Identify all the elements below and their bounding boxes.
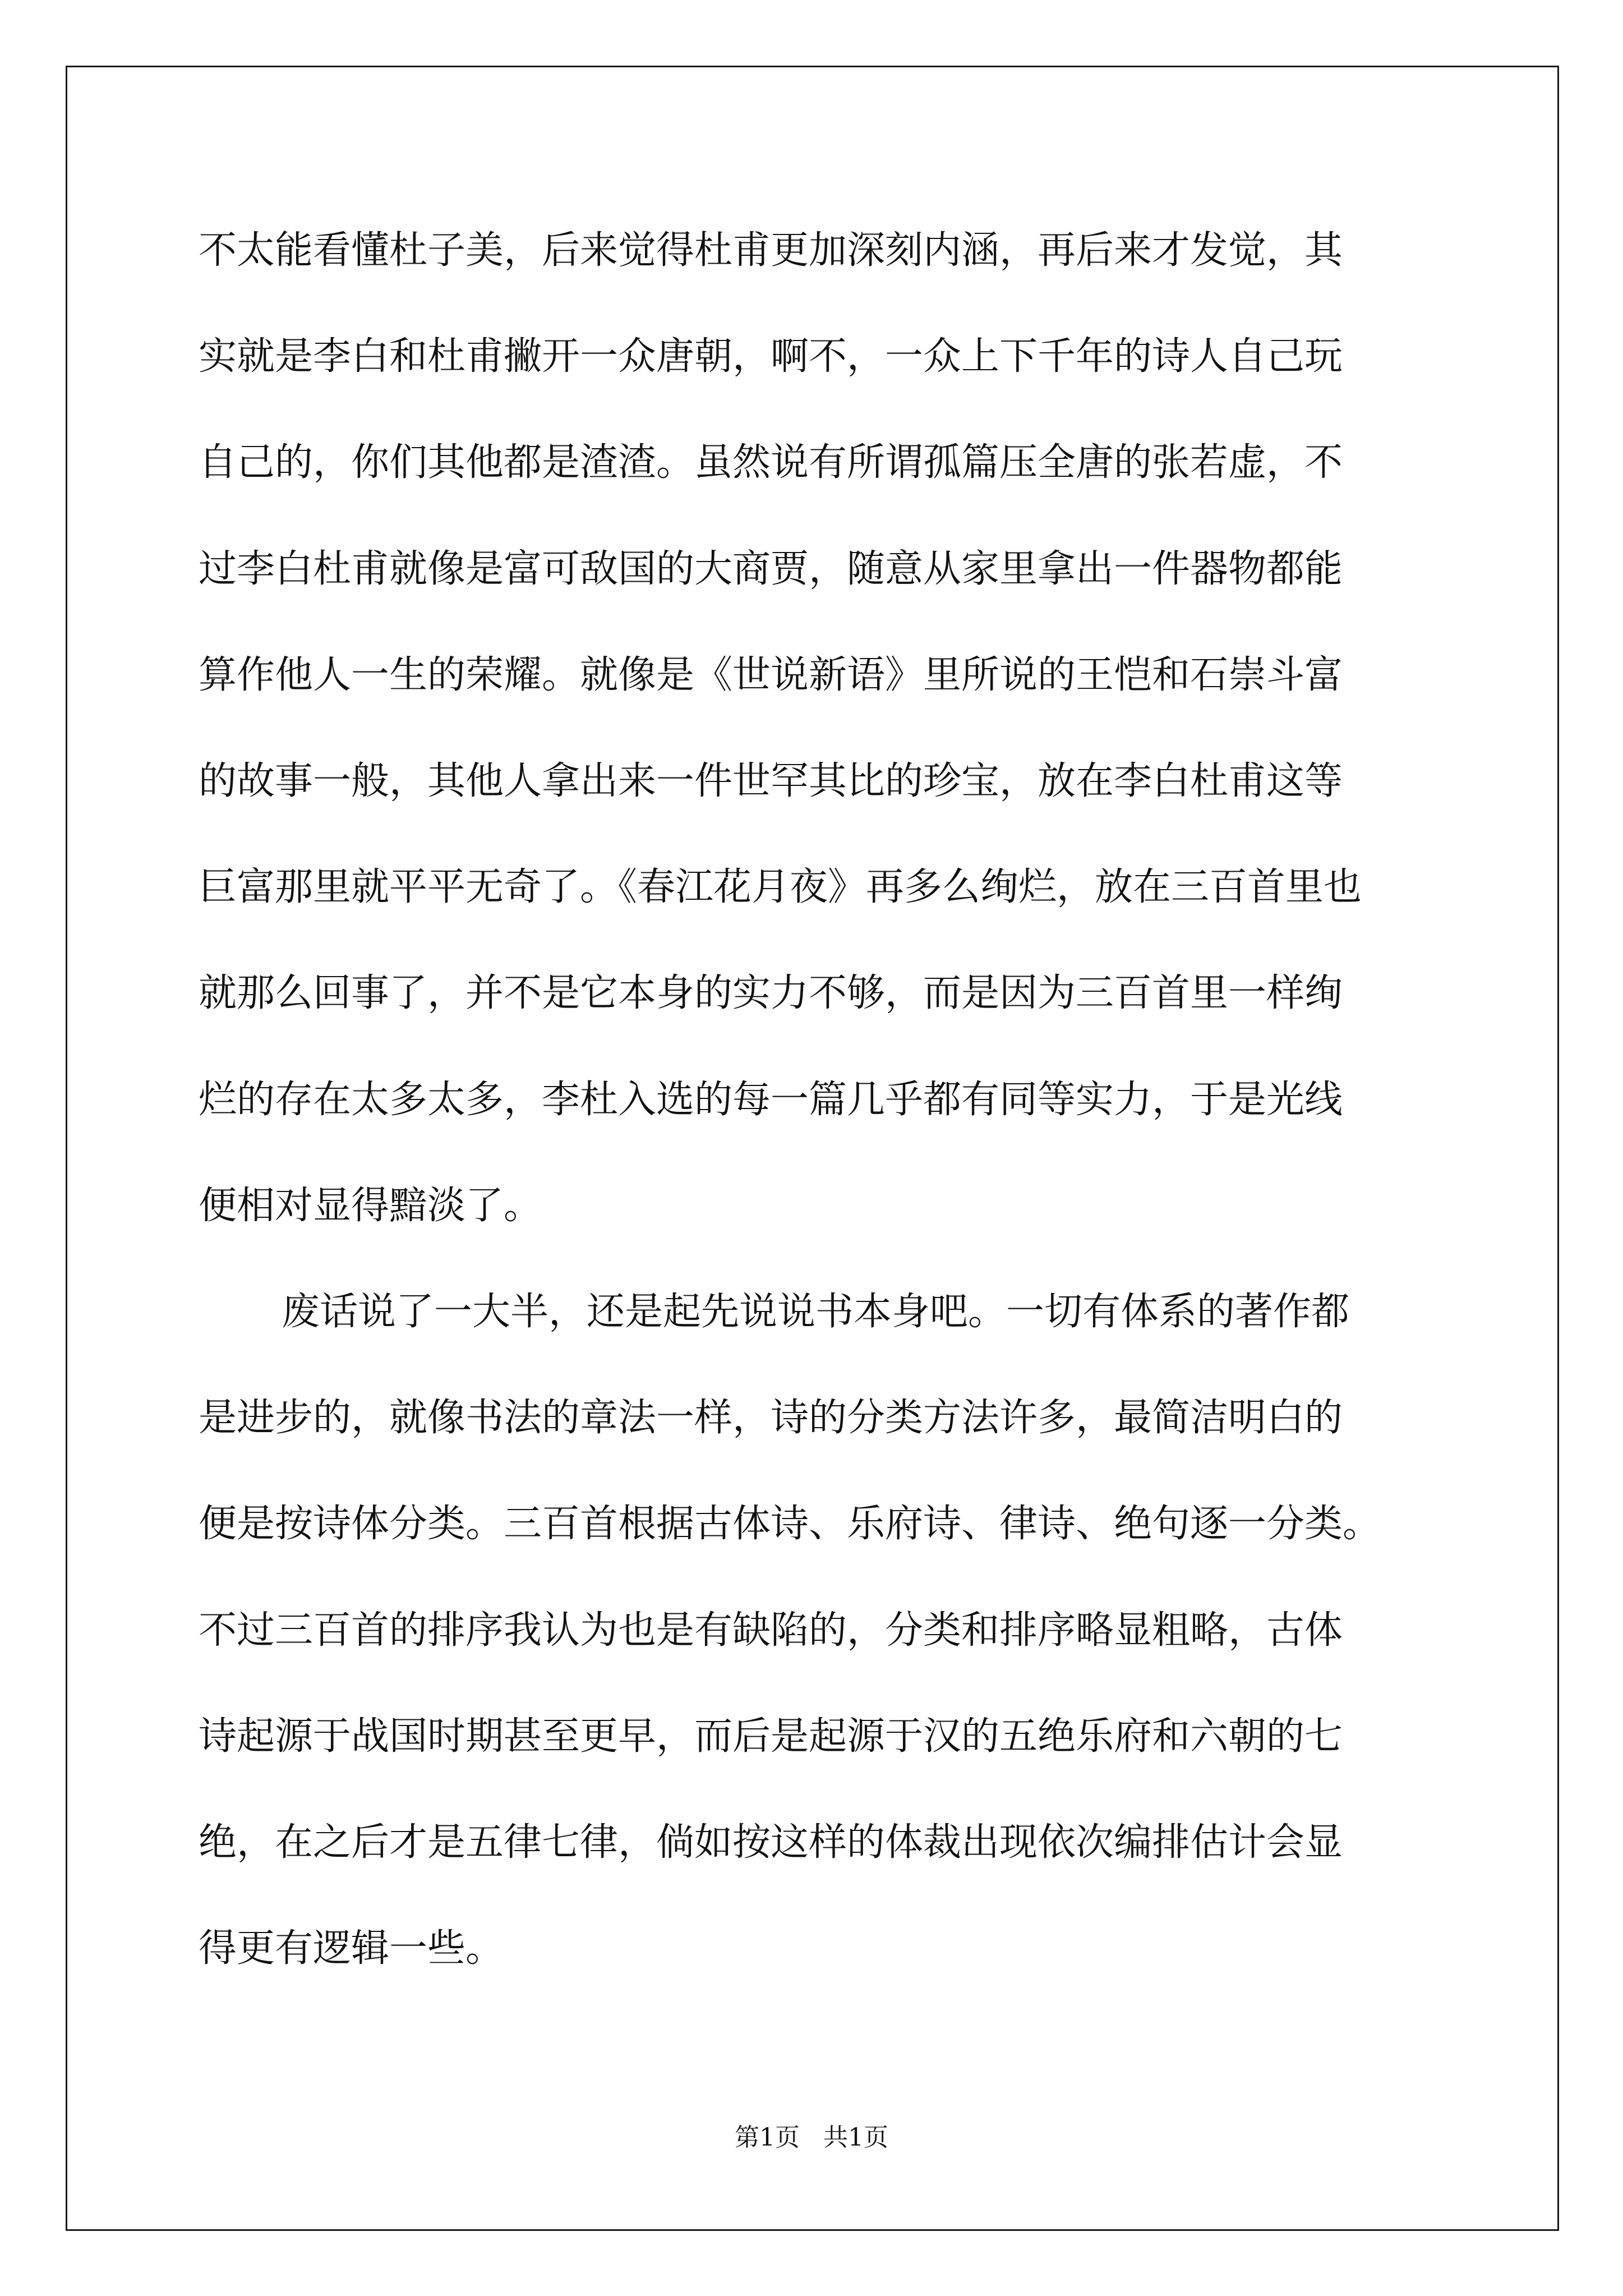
paragraph-2-line-7: 得更有逻辑一些。 [199, 1926, 504, 1971]
page-footer: 第1页 共1页 [735, 2123, 888, 2152]
paragraph-1-line-7: 巨富那里就平平无奇了。《春江花月夜》再多么绚烂，放在三百首里也 [199, 865, 1362, 909]
paragraph-1-line-8: 就那么回事了，并不是它本身的实力不够，而是因为三百首里一样绚 [199, 971, 1343, 1015]
paragraph-2-line-1: 废话说了一大半，还是起先说说书本身吧。一切有体系的著作都 [282, 1290, 1350, 1334]
paragraph-1-line-2: 实就是李白和杜甫撇开一众唐朝，啊不，一众上下千年的诗人自己玩 [199, 334, 1343, 379]
paragraph-1-line-4: 过李白杜甫就像是富可敌国的大商贾，随意从家里拿出一件器物都能 [199, 547, 1343, 591]
paragraph-1-line-9: 烂的存在太多太多，李杜入选的每一篇几乎都有同等实力，于是光线 [199, 1078, 1343, 1122]
paragraph-2-line-5: 诗起源于战国时期甚至更早，而后是起源于汉的五绝乐府和六朝的七 [199, 1714, 1343, 1759]
page-border [66, 66, 1559, 2231]
paragraph-2-line-2: 是进步的，就像书法的章法一样，诗的分类方法许多，最简洁明白的 [199, 1396, 1343, 1440]
paragraph-2-line-3: 便是按诗体分类。三百首根据古体诗、乐府诗、律诗、绝句逐一分类。 [199, 1502, 1381, 1546]
paragraph-2-line-4: 不过三百首的排序我认为也是有缺陷的，分类和排序略显粗略，古体 [199, 1608, 1343, 1653]
paragraph-1-line-3: 自己的，你们其他都是渣渣。虽然说有所谓孤篇压全唐的张若虚，不 [199, 440, 1343, 485]
paragraph-2-line-6: 绝，在之后才是五律七律，倘如按这样的体裁出现依次编排估计会显 [199, 1820, 1343, 1865]
paragraph-1-line-10: 便相对显得黯淡了。 [199, 1184, 542, 1228]
paragraph-1-line-1: 不太能看懂杜子美，后来觉得杜甫更加深刻内涵，再后来才发觉，其 [199, 228, 1343, 273]
paragraph-1-line-5: 算作他人一生的荣耀。就像是《世说新语》里所说的王恺和石崇斗富 [199, 653, 1343, 697]
paragraph-1-line-6: 的故事一般，其他人拿出来一件世罕其比的珍宝，放在李白杜甫这等 [199, 759, 1343, 803]
